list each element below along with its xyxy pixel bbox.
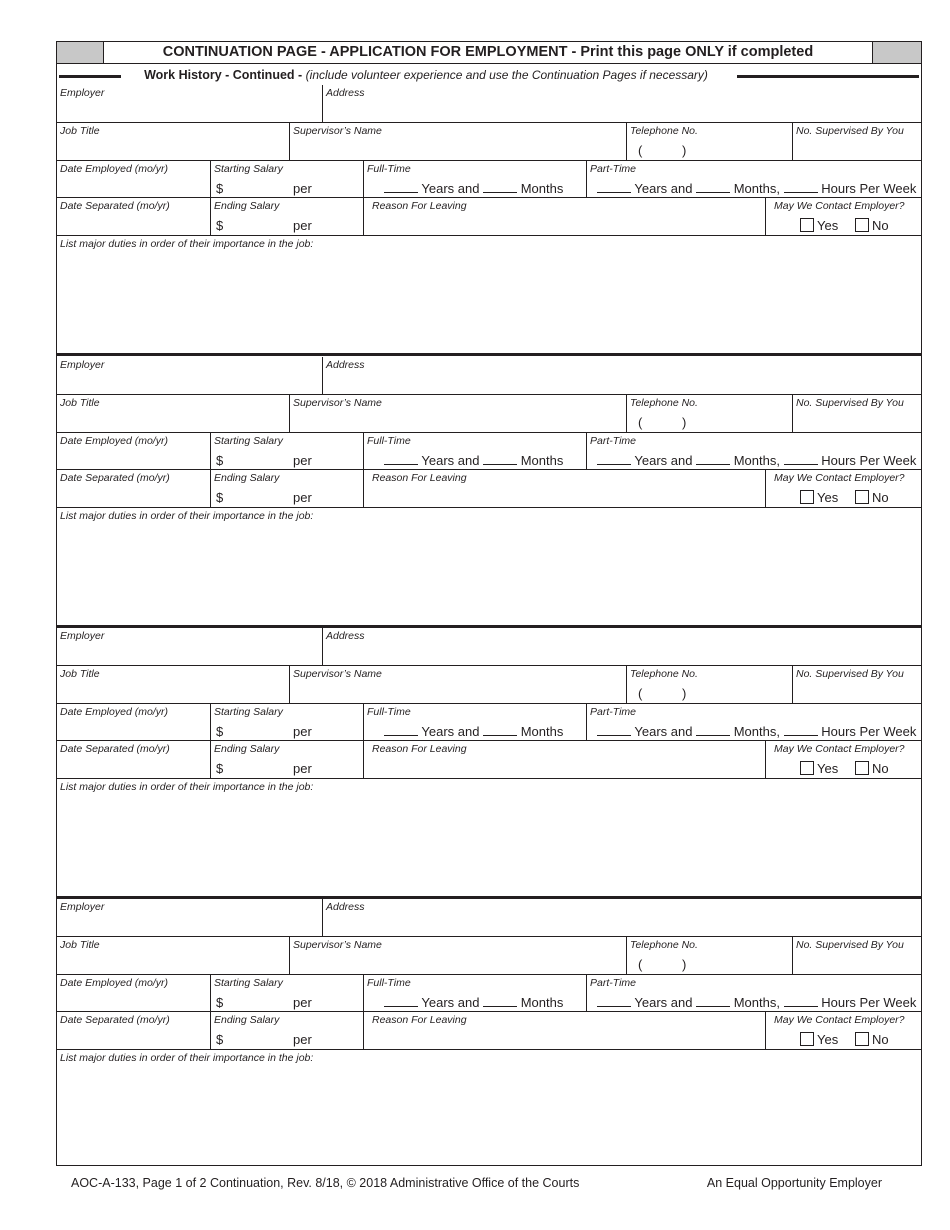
major-duties-label: List major duties in order of their importance in the job: xyxy=(60,781,314,793)
starting-salary-field[interactable] xyxy=(210,433,363,469)
years-and-label: Years and xyxy=(634,453,693,468)
hours-blank[interactable] xyxy=(784,454,818,465)
separation-row xyxy=(57,198,921,236)
work-history-entry xyxy=(57,85,921,356)
months-label: Months xyxy=(520,181,564,196)
reason-for-leaving-field[interactable] xyxy=(363,470,765,507)
dollar-sign: $ xyxy=(216,1032,224,1047)
full-time-label: Full-Time xyxy=(367,163,411,175)
reason-for-leaving-label: Reason For Leaving xyxy=(372,743,467,755)
area-code-open: ( xyxy=(638,686,643,701)
ending-salary-label: Ending Salary xyxy=(214,472,280,484)
per-label: per xyxy=(293,1032,312,1047)
per-label: per xyxy=(293,761,312,776)
employer-label: Employer xyxy=(60,901,105,913)
part-time-field[interactable] xyxy=(586,433,921,469)
heading-rule-right xyxy=(737,75,919,78)
yes-label: Yes xyxy=(817,218,839,233)
employment-continuation-form xyxy=(56,41,922,1166)
major-duties-field[interactable] xyxy=(57,508,921,626)
form-id-footer: AOC-A-133, Page 1 of 2 Continuation, Rev. 8/18, © 2018 Administrative Office of the Courts xyxy=(71,1176,580,1190)
address-label: Address xyxy=(326,630,365,642)
major-duties-field[interactable] xyxy=(57,236,921,354)
employer-row xyxy=(57,899,921,937)
major-duties-field[interactable] xyxy=(57,1050,921,1168)
no-label: No xyxy=(872,218,889,233)
full-time-field[interactable] xyxy=(363,975,586,1011)
ending-salary-label: Ending Salary xyxy=(214,200,280,212)
job-title-label: Job Title xyxy=(60,125,100,137)
job-title-field[interactable] xyxy=(57,123,289,160)
no-supervised-field[interactable] xyxy=(792,666,921,703)
job-title-field[interactable] xyxy=(57,937,289,974)
reason-for-leaving-field[interactable] xyxy=(363,741,765,778)
ending-salary-field[interactable] xyxy=(210,198,363,235)
months-label: Months xyxy=(520,453,564,468)
years-blank[interactable] xyxy=(597,996,631,1007)
months-label: Months, xyxy=(733,995,780,1010)
major-duties-field[interactable] xyxy=(57,779,921,897)
months-blank[interactable] xyxy=(483,454,517,465)
months-blank[interactable] xyxy=(696,454,730,465)
area-code-close: ) xyxy=(682,415,687,430)
date-separated-field[interactable] xyxy=(57,741,210,778)
date-separated-field[interactable] xyxy=(57,1012,210,1049)
date-employed-field[interactable] xyxy=(57,433,210,469)
hours-blank[interactable] xyxy=(784,996,818,1007)
employment-dates-row xyxy=(57,704,921,741)
telephone-label: Telephone No. xyxy=(630,397,698,409)
per-label: per xyxy=(293,181,312,196)
employment-dates-row xyxy=(57,161,921,198)
telephone-field[interactable] xyxy=(626,395,792,432)
employer-row xyxy=(57,357,921,395)
months-blank[interactable] xyxy=(483,725,517,736)
reason-for-leaving-field[interactable] xyxy=(363,198,765,235)
telephone-field[interactable] xyxy=(626,666,792,703)
title-bar xyxy=(57,42,921,64)
subtitle-bold: Work History - Continued - xyxy=(144,68,303,82)
ending-salary-field[interactable] xyxy=(210,741,363,778)
date-employed-field[interactable] xyxy=(57,704,210,740)
employer-label: Employer xyxy=(60,359,105,371)
address-field[interactable] xyxy=(322,628,921,665)
yes-label: Yes xyxy=(817,490,839,505)
major-duties-label: List major duties in order of their importance in the job: xyxy=(60,238,314,250)
months-label: Months, xyxy=(733,181,780,196)
months-label: Months, xyxy=(733,453,780,468)
supervisor-name-label: Supervisor’s Name xyxy=(293,668,382,680)
section-subtitle xyxy=(121,68,731,82)
hours-per-week-label: Hours Per Week xyxy=(821,453,917,468)
telephone-field[interactable] xyxy=(626,937,792,974)
job-title-field[interactable] xyxy=(57,395,289,432)
months-blank[interactable] xyxy=(483,182,517,193)
no-checkbox[interactable] xyxy=(855,1032,869,1046)
ending-salary-field[interactable] xyxy=(210,470,363,507)
no-checkbox[interactable] xyxy=(855,218,869,232)
employer-label: Employer xyxy=(60,630,105,642)
full-time-duration xyxy=(384,724,563,739)
full-time-field[interactable] xyxy=(363,161,586,197)
employer-row xyxy=(57,85,921,123)
area-code-open: ( xyxy=(638,415,643,430)
no-supervised-label: No. Supervised By You xyxy=(796,939,904,951)
no-checkbox[interactable] xyxy=(855,490,869,504)
telephone-label: Telephone No. xyxy=(630,939,698,951)
may-contact-label: May We Contact Employer? xyxy=(774,200,905,212)
years-and-label: Years and xyxy=(421,453,480,468)
date-employed-label: Date Employed (mo/yr) xyxy=(60,163,168,175)
ending-salary-label: Ending Salary xyxy=(214,743,280,755)
no-supervised-label: No. Supervised By You xyxy=(796,668,904,680)
per-label: per xyxy=(293,453,312,468)
may-contact-label: May We Contact Employer? xyxy=(774,743,905,755)
yes-checkbox[interactable] xyxy=(800,490,814,504)
no-checkbox[interactable] xyxy=(855,761,869,775)
part-time-duration xyxy=(597,724,916,739)
address-label: Address xyxy=(326,87,365,99)
years-blank[interactable] xyxy=(384,996,418,1007)
area-code-close: ) xyxy=(682,143,687,158)
may-contact-field xyxy=(765,470,921,507)
area-code-close: ) xyxy=(682,686,687,701)
page-title: CONTINUATION PAGE - APPLICATION FOR EMPLOYMENT - Print this page ONLY if completed xyxy=(162,44,814,60)
part-time-duration xyxy=(597,181,916,196)
part-time-field[interactable] xyxy=(586,161,921,197)
ending-salary-field[interactable] xyxy=(210,1012,363,1049)
yes-checkbox[interactable] xyxy=(800,1032,814,1046)
title-shade-left xyxy=(57,42,104,63)
years-and-label: Years and xyxy=(634,995,693,1010)
full-time-label: Full-Time xyxy=(367,435,411,447)
job-title-label: Job Title xyxy=(60,668,100,680)
full-time-field[interactable] xyxy=(363,433,586,469)
months-blank[interactable] xyxy=(696,182,730,193)
work-history-entry xyxy=(57,628,921,899)
may-contact-field xyxy=(765,741,921,778)
no-supervised-label: No. Supervised By You xyxy=(796,397,904,409)
major-duties-label: List major duties in order of their importance in the job: xyxy=(60,1052,314,1064)
dollar-sign: $ xyxy=(216,181,224,196)
date-employed-label: Date Employed (mo/yr) xyxy=(60,706,168,718)
months-blank[interactable] xyxy=(696,725,730,736)
job-title-row xyxy=(57,123,921,161)
full-time-duration xyxy=(384,181,563,196)
reason-for-leaving-label: Reason For Leaving xyxy=(372,1014,467,1026)
may-contact-label: May We Contact Employer? xyxy=(774,472,905,484)
hours-per-week-label: Hours Per Week xyxy=(821,995,917,1010)
date-separated-label: Date Separated (mo/yr) xyxy=(60,743,170,755)
hours-per-week-label: Hours Per Week xyxy=(821,181,917,196)
subtitle-note: (include volunteer experience and use the Continuation Pages if necessary) xyxy=(305,68,708,82)
years-and-label: Years and xyxy=(421,181,480,196)
employment-dates-row xyxy=(57,975,921,1012)
years-and-label: Years and xyxy=(421,724,480,739)
starting-salary-label: Starting Salary xyxy=(214,163,283,175)
area-code-open: ( xyxy=(638,957,643,972)
address-field[interactable] xyxy=(322,357,921,394)
months-label: Months, xyxy=(733,724,780,739)
ending-salary-label: Ending Salary xyxy=(214,1014,280,1026)
part-time-field[interactable] xyxy=(586,975,921,1011)
title-shade-right xyxy=(872,42,921,63)
job-title-label: Job Title xyxy=(60,939,100,951)
no-label: No xyxy=(872,761,889,776)
hours-blank[interactable] xyxy=(784,182,818,193)
supervisor-name-field[interactable] xyxy=(289,395,626,432)
part-time-label: Part-Time xyxy=(590,706,636,718)
full-time-duration xyxy=(384,995,563,1010)
employer-field[interactable] xyxy=(57,357,322,394)
no-supervised-field[interactable] xyxy=(792,395,921,432)
telephone-label: Telephone No. xyxy=(630,125,698,137)
date-separated-field[interactable] xyxy=(57,470,210,507)
supervisor-name-field[interactable] xyxy=(289,123,626,160)
supervisor-name-label: Supervisor’s Name xyxy=(293,939,382,951)
equal-opportunity-footer: An Equal Opportunity Employer xyxy=(706,1176,882,1190)
date-separated-field[interactable] xyxy=(57,198,210,235)
dollar-sign: $ xyxy=(216,490,224,505)
employer-label: Employer xyxy=(60,87,105,99)
supervisor-name-field[interactable] xyxy=(289,937,626,974)
no-label: No xyxy=(872,490,889,505)
full-time-label: Full-Time xyxy=(367,977,411,989)
part-time-field[interactable] xyxy=(586,704,921,740)
hours-per-week-label: Hours Per Week xyxy=(821,724,917,739)
job-title-label: Job Title xyxy=(60,397,100,409)
starting-salary-field[interactable] xyxy=(210,161,363,197)
no-supervised-field[interactable] xyxy=(792,123,921,160)
job-title-field[interactable] xyxy=(57,666,289,703)
major-duties-label: List major duties in order of their importance in the job: xyxy=(60,510,314,522)
employer-row xyxy=(57,628,921,666)
part-time-duration xyxy=(597,995,916,1010)
years-and-label: Years and xyxy=(421,995,480,1010)
job-title-row xyxy=(57,937,921,975)
employment-dates-row xyxy=(57,433,921,470)
no-option[interactable] xyxy=(855,761,889,776)
per-label: per xyxy=(293,490,312,505)
employer-field[interactable] xyxy=(57,85,322,122)
reason-for-leaving-label: Reason For Leaving xyxy=(372,472,467,484)
employer-field[interactable] xyxy=(57,899,322,936)
months-label: Months xyxy=(520,724,564,739)
starting-salary-field[interactable] xyxy=(210,975,363,1011)
supervisor-name-label: Supervisor’s Name xyxy=(293,397,382,409)
supervisor-name-field[interactable] xyxy=(289,666,626,703)
starting-salary-label: Starting Salary xyxy=(214,706,283,718)
reason-for-leaving-field[interactable] xyxy=(363,1012,765,1049)
part-time-label: Part-Time xyxy=(590,435,636,447)
part-time-label: Part-Time xyxy=(590,977,636,989)
may-contact-label: May We Contact Employer? xyxy=(774,1014,905,1026)
section-heading xyxy=(57,66,921,84)
years-blank[interactable] xyxy=(597,454,631,465)
no-label: No xyxy=(872,1032,889,1047)
months-blank[interactable] xyxy=(696,996,730,1007)
years-blank[interactable] xyxy=(384,182,418,193)
hours-blank[interactable] xyxy=(784,725,818,736)
employer-field[interactable] xyxy=(57,628,322,665)
starting-salary-label: Starting Salary xyxy=(214,435,283,447)
telephone-field[interactable] xyxy=(626,123,792,160)
per-label: per xyxy=(293,995,312,1010)
months-blank[interactable] xyxy=(483,996,517,1007)
reason-for-leaving-label: Reason For Leaving xyxy=(372,200,467,212)
full-time-duration xyxy=(384,453,563,468)
no-supervised-label: No. Supervised By You xyxy=(796,125,904,137)
separation-row xyxy=(57,741,921,779)
yes-checkbox[interactable] xyxy=(800,218,814,232)
area-code-close: ) xyxy=(682,957,687,972)
yes-option[interactable] xyxy=(800,761,838,776)
full-time-label: Full-Time xyxy=(367,706,411,718)
part-time-label: Part-Time xyxy=(590,163,636,175)
no-option[interactable] xyxy=(855,490,889,505)
years-and-label: Years and xyxy=(634,724,693,739)
heading-rule-left xyxy=(59,75,121,78)
yes-option[interactable] xyxy=(800,1032,838,1047)
years-and-label: Years and xyxy=(634,181,693,196)
dollar-sign: $ xyxy=(216,218,224,233)
date-employed-label: Date Employed (mo/yr) xyxy=(60,435,168,447)
starting-salary-label: Starting Salary xyxy=(214,977,283,989)
years-blank[interactable] xyxy=(384,454,418,465)
work-history-entry xyxy=(57,357,921,628)
no-supervised-field[interactable] xyxy=(792,937,921,974)
yes-option[interactable] xyxy=(800,490,838,505)
per-label: per xyxy=(293,724,312,739)
no-option[interactable] xyxy=(855,1032,889,1047)
date-separated-label: Date Separated (mo/yr) xyxy=(60,472,170,484)
job-title-row xyxy=(57,395,921,433)
date-employed-field[interactable] xyxy=(57,975,210,1011)
may-contact-field xyxy=(765,198,921,235)
separation-row xyxy=(57,470,921,508)
yes-label: Yes xyxy=(817,761,839,776)
dollar-sign: $ xyxy=(216,724,224,739)
may-contact-field xyxy=(765,1012,921,1049)
no-option[interactable] xyxy=(855,218,889,233)
address-field[interactable] xyxy=(322,899,921,936)
years-blank[interactable] xyxy=(384,725,418,736)
area-code-open: ( xyxy=(638,143,643,158)
job-title-row xyxy=(57,666,921,704)
starting-salary-field[interactable] xyxy=(210,704,363,740)
yes-label: Yes xyxy=(817,1032,839,1047)
separation-row xyxy=(57,1012,921,1050)
yes-checkbox[interactable] xyxy=(800,761,814,775)
months-label: Months xyxy=(520,995,564,1010)
full-time-field[interactable] xyxy=(363,704,586,740)
years-blank[interactable] xyxy=(597,725,631,736)
supervisor-name-label: Supervisor’s Name xyxy=(293,125,382,137)
per-label: per xyxy=(293,218,312,233)
dollar-sign: $ xyxy=(216,761,224,776)
dollar-sign: $ xyxy=(216,453,224,468)
address-field[interactable] xyxy=(322,85,921,122)
yes-option[interactable] xyxy=(800,218,838,233)
dollar-sign: $ xyxy=(216,995,224,1010)
date-employed-field[interactable] xyxy=(57,161,210,197)
work-history-entry xyxy=(57,899,921,1170)
address-label: Address xyxy=(326,359,365,371)
date-employed-label: Date Employed (mo/yr) xyxy=(60,977,168,989)
date-separated-label: Date Separated (mo/yr) xyxy=(60,200,170,212)
years-blank[interactable] xyxy=(597,182,631,193)
address-label: Address xyxy=(326,901,365,913)
date-separated-label: Date Separated (mo/yr) xyxy=(60,1014,170,1026)
telephone-label: Telephone No. xyxy=(630,668,698,680)
part-time-duration xyxy=(597,453,916,468)
